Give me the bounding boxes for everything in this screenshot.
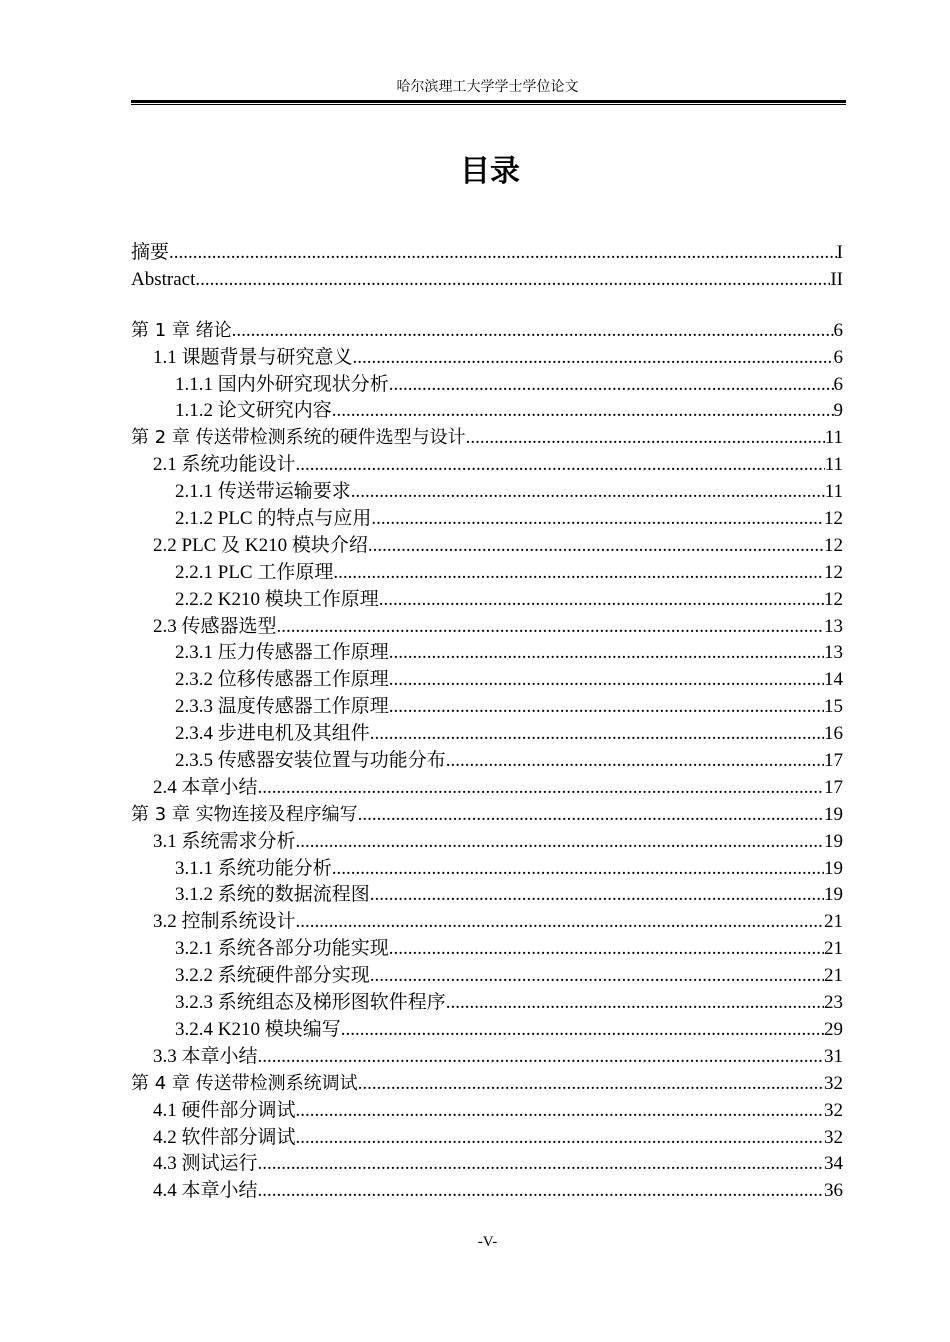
toc-entry[interactable]	[131, 240, 843, 267]
toc-dot-leader	[332, 398, 834, 425]
running-header: 哈尔滨理工大学学士学位论文	[396, 80, 579, 95]
toc-entry[interactable]	[131, 479, 843, 506]
toc-entry-label: 2.3.3 温度传感器工作原理	[175, 696, 389, 718]
toc-dot-leader	[389, 640, 824, 667]
toc-entry[interactable]	[131, 856, 843, 883]
toc-entry-page: 21	[824, 911, 843, 933]
toc-dot-leader	[296, 452, 825, 479]
toc-entry-label: Abstract	[131, 268, 196, 290]
toc-entry-label: 2.3.1 压力传感器工作原理	[175, 642, 389, 664]
toc-dot-leader	[358, 802, 824, 829]
toc-dot-leader	[232, 318, 834, 345]
header-rule-thin	[131, 104, 846, 105]
toc-entry-page: 32	[824, 1126, 843, 1148]
toc-dot-leader	[370, 963, 824, 990]
toc-entry[interactable]	[131, 694, 843, 721]
toc-entry-page: 12	[824, 588, 843, 610]
toc-entry[interactable]	[131, 721, 843, 748]
toc-entry[interactable]	[131, 990, 843, 1017]
toc-entry-label: 2.2.1 PLC 工作原理	[175, 561, 334, 583]
toc-dot-leader	[351, 479, 825, 506]
toc-dot-leader	[379, 587, 824, 614]
toc-entry-page: 31	[824, 1045, 843, 1067]
toc-entry-label: 第 3 章 实物连接及程序编写	[131, 803, 358, 825]
toc-dot-leader	[341, 1017, 824, 1044]
toc-entry-page: 11	[824, 454, 843, 476]
toc-dot-leader	[332, 856, 824, 883]
toc-chapter-entry[interactable]	[131, 802, 843, 829]
toc-entry[interactable]	[131, 829, 843, 856]
toc-chapter-entry[interactable]	[131, 318, 843, 345]
toc-entry-label: 2.1.1 传送带运输要求	[175, 481, 351, 503]
toc-entry-page: 32	[824, 1099, 843, 1121]
toc-entry[interactable]	[131, 667, 843, 694]
toc-entry[interactable]	[131, 1044, 843, 1071]
toc-entry-page: 19	[824, 830, 843, 852]
toc-entry-page: II	[830, 268, 843, 290]
toc-entry[interactable]	[131, 1098, 843, 1125]
toc-entry-label: 2.2 PLC 及 K210 模块介绍	[153, 534, 368, 556]
toc-dot-leader	[389, 372, 834, 399]
toc-entry-page: 13	[824, 642, 843, 664]
toc-entry-label: 3.2.1 系统各部分功能实现	[175, 938, 389, 960]
toc-entry[interactable]	[131, 398, 843, 425]
toc-entry-page: I	[836, 242, 843, 263]
toc-dot-leader	[333, 560, 824, 587]
toc-dot-leader	[358, 1071, 824, 1098]
toc-entry-page: 21	[824, 965, 843, 987]
toc-entry-label: 1.1.2 论文研究内容	[175, 400, 332, 422]
toc-entry[interactable]	[131, 1151, 843, 1178]
toc-entry[interactable]	[131, 267, 843, 294]
toc-entry-page: 15	[824, 696, 843, 718]
toc-dot-leader	[389, 936, 824, 963]
toc-entry-page: 12	[824, 534, 843, 556]
toc-entry[interactable]	[131, 372, 843, 399]
toc-entry-label: 2.3.2 位移传感器工作原理	[175, 669, 389, 691]
toc-entry-label: 1.1.1 国内外研究现状分析	[175, 373, 389, 395]
toc-entry[interactable]	[131, 748, 843, 775]
toc-entry-label: 1.1 课题背景与研究意义	[153, 346, 353, 368]
toc-entry-page: 19	[824, 884, 843, 906]
toc-entry-label: 第 4 章 传送带检测系统调试	[131, 1072, 358, 1094]
toc-entry-page: 19	[824, 857, 843, 879]
toc-entry[interactable]	[131, 345, 843, 372]
toc-entry-page: 36	[824, 1180, 843, 1202]
toc-chapter-entry[interactable]	[131, 1071, 843, 1098]
toc-entry-label: 3.2.4 K210 模块编写	[175, 1018, 341, 1040]
toc-entry-page: 34	[824, 1153, 843, 1175]
toc-entry-page: 11	[824, 427, 843, 449]
toc-entry-label: 3.2.3 系统组态及梯形图软件程序	[175, 992, 446, 1014]
toc-entry-label: 3.1.2 系统的数据流程图	[175, 884, 370, 906]
toc-entry-page: 17	[824, 776, 843, 798]
toc-dot-leader	[389, 694, 824, 721]
toc-entry[interactable]	[131, 560, 843, 587]
toc-entry-label: 3.2 控制系统设计	[153, 911, 296, 933]
toc-entry[interactable]	[131, 882, 843, 909]
toc-entry-page: 16	[824, 723, 843, 745]
toc-dot-leader	[258, 1151, 824, 1178]
toc-entry-page: 29	[824, 1018, 843, 1040]
page-title: 目录	[460, 154, 520, 189]
toc-dot-leader	[169, 240, 837, 267]
toc-entry-label: 第 2 章 传送带检测系统的硬件选型与设计	[131, 427, 466, 449]
toc-entry-label: 2.1.2 PLC 的特点与应用	[175, 508, 372, 530]
toc-entry-page: 21	[824, 938, 843, 960]
toc-dot-leader	[389, 667, 824, 694]
toc-dot-leader	[296, 909, 824, 936]
toc-entry-label: 4.1 硬件部分调试	[153, 1099, 296, 1121]
toc-entry-label: 4.2 软件部分调试	[153, 1126, 296, 1148]
toc-dot-leader	[353, 345, 834, 372]
toc-entry-label: 2.1 系统功能设计	[153, 454, 296, 476]
toc-dot-leader	[446, 748, 824, 775]
toc-entry[interactable]	[131, 775, 843, 802]
toc-entry-label: 2.3.4 步进电机及其组件	[175, 723, 370, 745]
toc-entry-label: 2.3.5 传感器安装位置与功能分布	[175, 750, 446, 772]
toc-entry-page: 9	[833, 400, 843, 422]
toc-chapter-entry[interactable]	[131, 425, 843, 452]
toc-entry[interactable]	[131, 1125, 843, 1152]
toc-dot-leader	[258, 775, 824, 802]
toc-entry[interactable]	[131, 963, 843, 990]
toc-entry-page: 6	[833, 319, 843, 341]
toc-entry[interactable]	[131, 506, 843, 533]
toc-entry[interactable]	[131, 614, 843, 641]
page-number: -V-	[477, 1234, 498, 1250]
table-of-contents	[131, 240, 843, 1205]
toc-dot-leader	[370, 882, 824, 909]
toc-entry-label: 2.3 传感器选型	[153, 615, 277, 637]
toc-entry-label: 2.4 本章小结	[153, 776, 258, 798]
toc-dot-leader	[296, 829, 824, 856]
toc-entry-page: 11	[824, 481, 843, 503]
toc-entry-page: 6	[833, 346, 843, 368]
toc-entry-page: 14	[824, 669, 843, 691]
toc-entry-label: 4.3 测试运行	[153, 1153, 258, 1175]
toc-dot-leader	[370, 721, 824, 748]
toc-entry-label: 3.1 系统需求分析	[153, 830, 296, 852]
toc-entry[interactable]	[131, 640, 843, 667]
toc-entry[interactable]	[131, 452, 843, 479]
header-rule-thick	[131, 100, 846, 103]
toc-entry-label: 3.2.2 系统硬件部分实现	[175, 965, 370, 987]
toc-entry-page: 13	[824, 615, 843, 637]
toc-entry-label: 2.2.2 K210 模块工作原理	[175, 588, 379, 610]
toc-entry[interactable]	[131, 533, 843, 560]
toc-entry-label: 第 1 章 绪论	[131, 319, 232, 341]
toc-entry-label: 4.4 本章小结	[153, 1180, 258, 1202]
toc-dot-leader	[296, 1125, 824, 1152]
toc-entry[interactable]	[131, 909, 843, 936]
toc-dot-leader	[371, 506, 824, 533]
toc-dot-leader	[195, 267, 830, 294]
toc-entry-page: 6	[833, 373, 843, 395]
toc-dot-leader	[368, 533, 824, 560]
toc-entry[interactable]	[131, 936, 843, 963]
toc-entry-page: 17	[824, 750, 843, 772]
toc-entry-label: 摘要	[131, 242, 170, 263]
toc-dot-leader	[466, 425, 825, 452]
toc-entry-page: 12	[824, 508, 843, 530]
toc-entry-page: 12	[824, 561, 843, 583]
toc-entry[interactable]	[131, 1178, 843, 1205]
toc-entry-page: 19	[824, 803, 843, 825]
toc-entry-label: 3.1.1 系统功能分析	[175, 857, 332, 879]
toc-dot-leader	[446, 990, 824, 1017]
toc-entry[interactable]	[131, 1017, 843, 1044]
toc-entry[interactable]	[131, 587, 843, 614]
toc-entry-label: 3.3 本章小结	[153, 1045, 258, 1067]
toc-entry-page: 23	[824, 992, 843, 1014]
toc-entry-page: 32	[824, 1072, 843, 1094]
toc-dot-leader	[258, 1044, 824, 1071]
toc-dot-leader	[296, 1098, 824, 1125]
toc-dot-leader	[277, 614, 824, 641]
toc-dot-leader	[258, 1178, 824, 1205]
